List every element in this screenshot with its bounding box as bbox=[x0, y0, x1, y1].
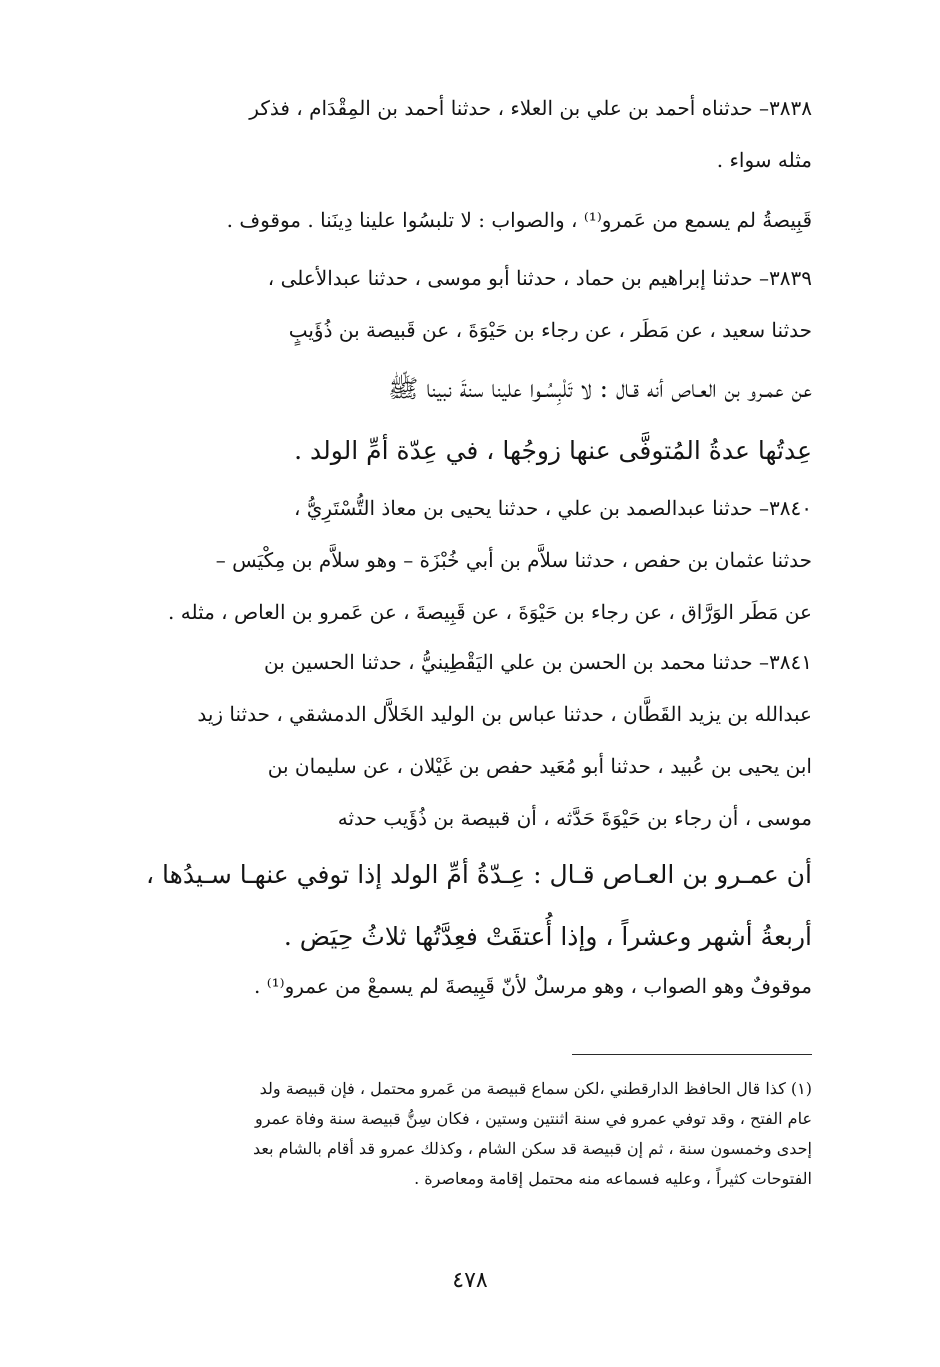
footnote-line: الفتوحات كثيراً ، وعليه فسماعه منه محتمل إقامة ومعاصرة . bbox=[414, 1169, 812, 1188]
text-line: عبدالله بن يزيد القَطَّان ، حدثنا عباس بن الوليد الخَلاَّل الدمشقي ، حدثنا زيد bbox=[197, 702, 812, 726]
text-line: ٣٨٤٠– حدثنا عبدالصمد بن علي ، حدثنا يحيى بن معاذ التُّسْتَرِيُّ ، bbox=[293, 496, 812, 520]
text-line: مثله سواء . bbox=[716, 148, 812, 172]
text-line: ابن يحيى بن عُبيد ، حدثنا أبو مُعَيد حفص بن غَيْلان ، عن سليمان بن bbox=[267, 754, 812, 778]
hadith-3839-isnad bbox=[100, 252, 812, 356]
footnote-divider bbox=[572, 1054, 812, 1055]
footnote-line: (١) كذا قال الحافظ الدارقطني ،لكن سماع قبيصة من عَمرو محتمل ، فإن قبيصة ولد bbox=[259, 1079, 812, 1098]
hadith-3838-isnad bbox=[100, 82, 812, 186]
page-number: ٤٧٨ bbox=[452, 1268, 488, 1293]
hadith-3841-isnad bbox=[100, 636, 812, 844]
text-line: حدثنا سعيد ، عن مَطَر ، عن رجاء بن حَيْوَةَ ، عن قَبيصة بن ذُؤَيبٍ bbox=[288, 318, 812, 342]
hadith-3838-comment bbox=[100, 194, 812, 246]
text-line: حدثنا عثمان بن حفص ، حدثنا سلاَّم بن أبي خُبْزَة – وهو سلاَّم بن مِكْيَس – bbox=[215, 548, 812, 572]
footnote-line: عام الفتح ، وقد توفي عمرو في سنة اثنتين وستين ، فكان سِنُّ قبيصة سنة وفاة عمرو bbox=[254, 1109, 812, 1128]
text-line: ٣٨٤١– حدثنا محمد بن الحسن بن علي اليَقْطِينيُّ ، حدثنا الحسين بن bbox=[264, 650, 812, 674]
text-line: عن عمـرو بن العـاص أنه قـال : لا تَلْبِسُـوا علينا سنةَ نبينا ﷺ bbox=[388, 374, 812, 403]
text-line: قَبِيصةُ لم يسمع من عَمرو⁽¹⁾ ، والصواب : لا تلبسُوا علينا دِينَنا . موقوف . bbox=[226, 208, 812, 232]
text-line: ٣٨٣٩– حدثنا إبراهيم بن حماد ، حدثنا أبو موسى ، حدثنا عبدالأعلى ، bbox=[267, 266, 812, 290]
hadith-3840-isnad bbox=[100, 482, 812, 638]
hadith-3841-comment bbox=[100, 960, 812, 1012]
hadith-3839-matn bbox=[100, 358, 812, 482]
text-line: موقوفٌ وهو الصواب ، وهو مرسلٌ لأنّ قَبِيصةَ لم يسمعْ من عمرو⁽¹⁾ . bbox=[253, 974, 812, 998]
footnote bbox=[100, 1074, 812, 1194]
text-line: عن مَطَر الوَرَّاق ، عن رجاء بن حَيْوَةَ ، عن قَبِيصةَ ، عن عَمرو بن العاص ، مثله . bbox=[168, 600, 812, 624]
hadith-3841-matn bbox=[100, 844, 812, 968]
text-line: ٣٨٣٨– حدثناه أحمد بن علي بن العلاء ، حدثنا أحمد بن المِقْدَام ، فذكر bbox=[249, 96, 812, 120]
text-line: موسى ، أن رجاء بن حَيْوَةَ حَدَّثه ، أن قبيصة بن ذُؤَيب حدثه bbox=[337, 806, 812, 830]
text-line: عِدتُها عدةُ المُتوفَّى عنها زوجُها ، في عِدّة أمِّ الولد . bbox=[294, 436, 812, 465]
text-line: أن عمـرو بن العـاص قـال : عِـدّةُ أمِّ الولد إذا توفي عنهـا سـيدُها ، bbox=[146, 860, 812, 889]
text-line: أربعةُ أشهر وعشراً ، وإذا أُعتقَتْ فعِدَّتُها ثلاثُ حِيَض . bbox=[283, 922, 812, 951]
footnote-line: إحدى وخمسون سنة ، ثم إن قبيصة قد سكن الشام ، وكذلك عمرو قد أقام بالشام بعد bbox=[252, 1139, 812, 1158]
